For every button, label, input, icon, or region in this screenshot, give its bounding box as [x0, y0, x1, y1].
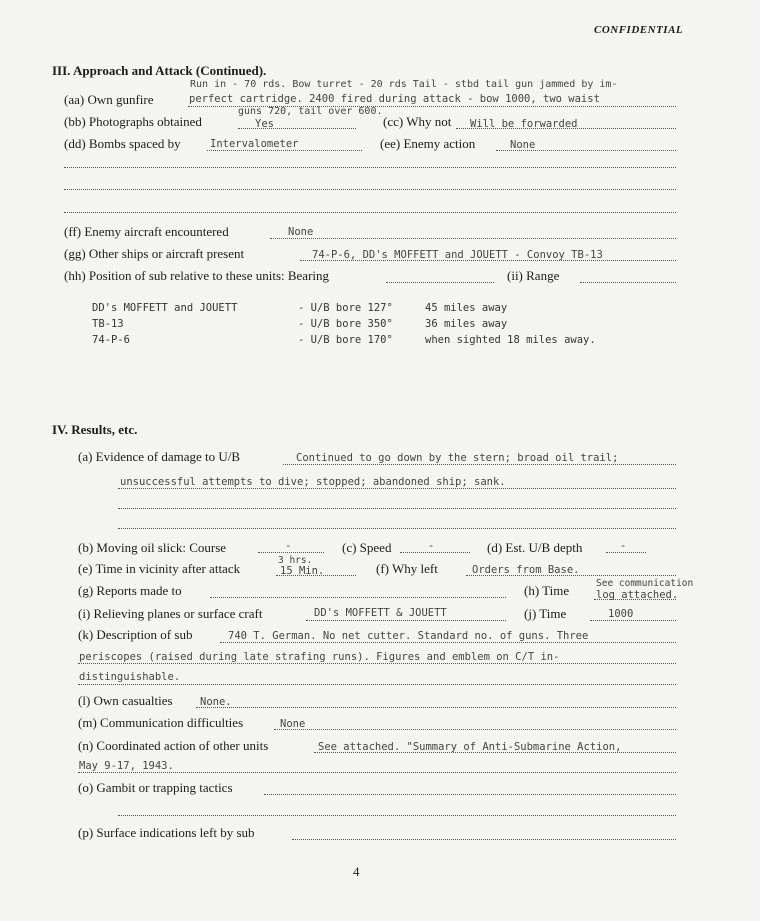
aa-label: (aa) Own gunfire [64, 92, 154, 107]
p-underline [292, 839, 676, 840]
n-label: (n) Coordinated action of other units [78, 738, 269, 753]
j-label: (j) Time [524, 606, 567, 621]
bb-label: (bb) Photographs obtained [64, 114, 202, 129]
gg-label: (gg) Other ships or aircraft present [64, 246, 245, 261]
c-underline [400, 552, 470, 553]
o-underline [264, 794, 676, 795]
k-label: (k) Description of sub [78, 627, 193, 642]
ff-value: None [288, 226, 314, 238]
cc-underline [456, 128, 676, 129]
b-value: - [285, 540, 292, 552]
p-label: (p) Surface indications left by sub [78, 825, 255, 840]
blank-line [118, 508, 676, 509]
position-row-unit: TB-13 [92, 318, 124, 330]
o-label: (o) Gambit or trapping tactics [78, 780, 233, 795]
g-label: (g) Reports made to [78, 583, 182, 598]
ii-label: (ii) Range [507, 268, 560, 283]
e-label: (e) Time in vicinity after attack [78, 561, 241, 576]
aa-value-line2: perfect cartridge. 2400 fired during attack - bow 1000, two waist [189, 93, 600, 105]
position-row-bearing: - U/B bore 127° [298, 302, 393, 314]
d-value: - [620, 540, 627, 552]
cc-label: (cc) Why not [383, 114, 452, 129]
position-row-unit: 74-P-6 [92, 334, 130, 346]
a-underline [283, 464, 676, 465]
classification-header: CONFIDENTIAL [594, 24, 684, 36]
dd-underline [207, 150, 362, 151]
ee-underline [496, 150, 676, 151]
m-value: None [280, 718, 306, 730]
l-underline [196, 707, 676, 708]
d-label: (d) Est. U/B depth [487, 540, 583, 555]
i-underline [306, 620, 506, 621]
position-row-range: 45 miles away [425, 302, 508, 314]
a-underline [118, 488, 676, 489]
hh-label: (hh) Position of sub relative to these units: Bearing [64, 268, 330, 283]
k-underline [220, 642, 676, 643]
k-value-line1: 740 T. German. No net cutter. Standard no. of guns. Three [228, 630, 589, 642]
cc-value: Will be forwarded [470, 118, 578, 130]
blank-line [64, 189, 676, 190]
ff-underline [270, 238, 676, 239]
k-underline [78, 663, 676, 664]
n-underline [314, 752, 676, 753]
h-value-top: See communication [596, 578, 694, 589]
ff-label: (ff) Enemy aircraft encountered [64, 224, 229, 239]
position-row-bearing: - U/B bore 170° [298, 334, 393, 346]
a-value-line2: unsuccessful attempts to dive; stopped; abandoned ship; sank. [120, 476, 506, 488]
bb-value: Yes [255, 118, 274, 130]
a-value-line1: Continued to go down by the stern; broad oil trail; [296, 452, 619, 464]
ii-underline [580, 282, 676, 283]
e-value: 15 Min. [280, 565, 325, 577]
b-label: (b) Moving oil slick: Course [78, 540, 227, 555]
l-value: None. [200, 696, 232, 708]
blank-line [64, 167, 676, 168]
position-row-range: when sighted 18 miles away. [425, 334, 596, 346]
h-value: log attached. [596, 589, 679, 601]
position-row-bearing: - U/B bore 350° [298, 318, 393, 330]
ee-label: (ee) Enemy action [380, 136, 476, 151]
aa-value-line1: Run in - 70 rds. Bow turret - 20 rds Tail - stbd tail gun jammed by im- [190, 79, 618, 90]
j-underline [590, 620, 676, 621]
b-underline [258, 552, 324, 553]
dd-label: (dd) Bombs spaced by [64, 136, 181, 151]
k-value-line2: periscopes (raised during late strafing runs). Figures and emblem on C/T in- [79, 651, 560, 663]
l-label: (l) Own casualties [78, 693, 173, 708]
k-value-line3: distinguishable. [79, 671, 181, 683]
k-underline [78, 684, 676, 685]
aa-value-line3: guns 720, tail over 600. [238, 106, 383, 117]
i-label: (i) Relieving planes or surface craft [78, 606, 263, 621]
position-row-unit: DD's MOFFETT and JOUETT [92, 302, 238, 314]
n-value-line1: See attached. "Summary of Anti-Submarine Action, [318, 741, 622, 753]
position-row-range: 36 miles away [425, 318, 508, 330]
section-title: IV. Results, etc. [52, 422, 138, 437]
gg-value: 74-P-6, DD's MOFFETT and JOUETT - Convoy TB-13 [312, 249, 603, 261]
i-value: DD's MOFFETT & JOUETT [314, 607, 447, 619]
a-label: (a) Evidence of damage to U/B [78, 449, 241, 464]
e-value-top: 3 hrs. [278, 555, 313, 566]
g-underline [210, 597, 506, 598]
f-underline [466, 575, 676, 576]
c-label: (c) Speed [342, 540, 392, 555]
ee-value: None [510, 139, 536, 151]
dd-value: Intervalometer [210, 138, 299, 150]
blank-line [118, 528, 676, 529]
h-underline [594, 599, 676, 600]
section-title: III. Approach and Attack (Continued). [52, 63, 267, 78]
f-value: Orders from Base. [472, 564, 580, 576]
blank-line [64, 212, 676, 213]
h-label: (h) Time [524, 583, 570, 598]
f-label: (f) Why left [376, 561, 438, 576]
c-value: - [428, 540, 435, 552]
hh-underline [386, 282, 494, 283]
blank-line [118, 815, 676, 816]
m-underline [274, 729, 676, 730]
d-underline [606, 552, 646, 553]
n-underline [78, 772, 676, 773]
n-value-line2: May 9-17, 1943. [79, 760, 174, 772]
e-underline [276, 575, 356, 576]
m-label: (m) Communication difficulties [78, 715, 244, 730]
bb-underline [238, 128, 356, 129]
gg-underline [300, 260, 676, 261]
j-value: 1000 [608, 608, 634, 620]
page-number: 4 [353, 864, 360, 879]
